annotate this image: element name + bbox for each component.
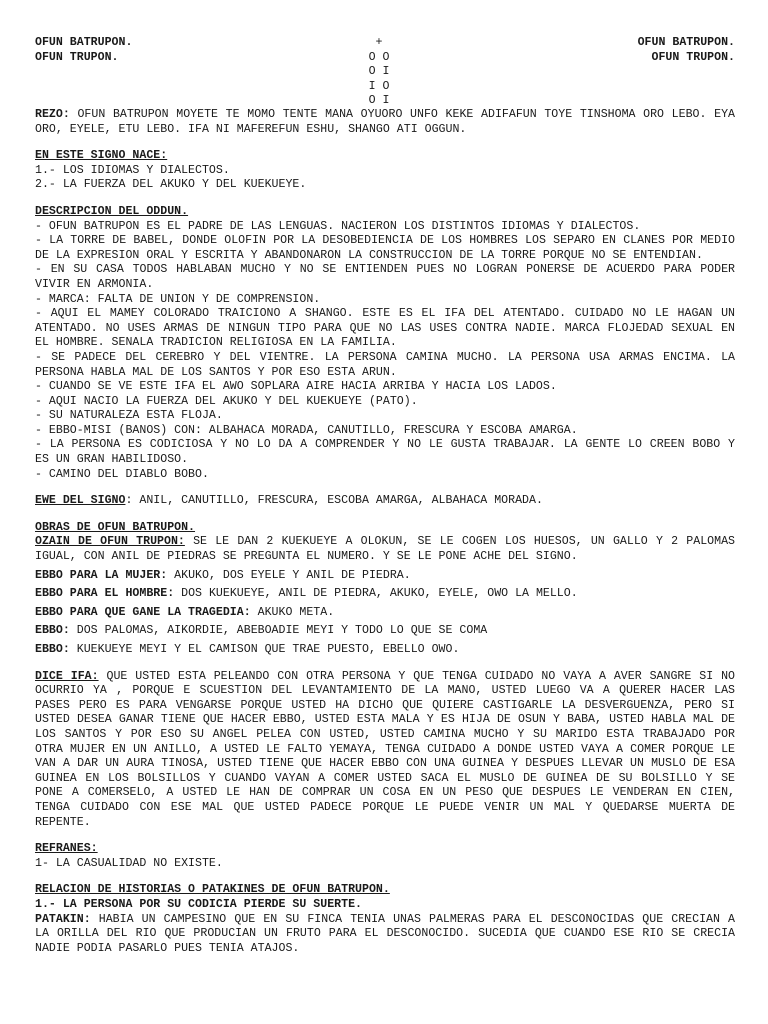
descripcion-item: - CUANDO SE VE ESTE IFA EL AWO SOPLARA AIRE HACIA ARRIBA Y HACIA LOS LADOS.: [35, 380, 557, 394]
ebbo-label: EBBO PARA LA MUJER:: [35, 568, 168, 582]
rezo-label: REZO:: [35, 108, 70, 121]
ebbo-paragraph: [35, 569, 735, 584]
ewe-paragraph: [35, 494, 735, 509]
ebbo-paragraph: [35, 587, 735, 602]
descripcion-item: - SE PADECE DEL CEREBRO Y DEL VIENTRE. LA PERSONA CAMINA MUCHO. LA PERSONA USA ARMAS ENCIMA. LA PERSONA HABLA MAL DE LOS SANTOS Y POR ESO ESTA ARUN.: [35, 350, 735, 379]
signo-header: [35, 36, 735, 108]
patakin-label: PATAKIN:: [35, 912, 91, 926]
ewe-label: EWE DEL SIGNO: [35, 494, 126, 508]
dice-ifa-paragraph: [35, 670, 735, 831]
nace-heading: EN ESTE SIGNO NACE:: [35, 149, 168, 163]
ebbo-paragraph: [35, 624, 735, 639]
obras-heading: OBRAS DE OFUN BATRUPON.: [35, 520, 196, 534]
descripcion-item: - MARCA: FALTA DE UNION Y DE COMPRENSION.: [35, 292, 321, 306]
descripcion-heading: DESCRIPCION DEL ODDUN.: [35, 204, 189, 218]
document-page: [35, 36, 735, 956]
descripcion-item: - AQUI EL MAMEY COLORADO TRAICIONO A SHANGO. ESTE ES EL IFA DEL ATENTADO. CUIDADO NO LE HAGAN UN ATENTADO. NO USES ARMAS DE NINGUN TIPO PARA QUE NO LAS USES CONTRA NADIE. MARCA FLOJEDAD SEXUAL EN EL HOMBRE. SENALA TRADICION RELIGIOSA EN LA FAMILIA.: [35, 307, 735, 350]
ozain-text: SE LE DAN 2 KUEKUEYE A OLOKUN, SE LE COGEN LOS HUESOS, UN GALLO Y 2 PALOMAS IGUAL, CON ANIL DE PIEDRAS SE PREGUNTA EL NUMERO. Y SE LE PONE ACHE DEL SIGNO.: [35, 535, 735, 564]
descripcion-item: - AQUI NACIO LA FUERZA DEL AKUKO Y DEL KUEKUEYE (PATO).: [35, 394, 418, 408]
ebbo-label: EBBO PARA QUE GANE LA TRAGEDIA:: [35, 605, 251, 619]
descripcion-item: - LA PERSONA ES CODICIOSA Y NO LO DA A COMPRENDER Y NO LE GUSTA TRABAJAR. LA GENTE LO CREEN BOBO Y ES UN GRAN HABILIDOSO.: [35, 438, 735, 467]
descripcion-item: - LA TORRE DE BABEL, DONDE OLOFIN POR LA DESOBEDIENCIA DE LOS HOMBRES LOS SEPARO EN CLANES POR MEDIO DE LA EXPRESION ORAL Y ESCRITA Y ABANDONARON LA CONSTRUCCION DE LA TORRE PORQUE NO SE ENTENDIAN.: [35, 234, 735, 262]
refran-item: 1- LA CASUALIDAD NO EXISTE.: [35, 856, 223, 870]
patakin-paragraph: [35, 913, 735, 957]
rezo-text: OFUN BATRUPON MOYETE TE MOMO TENTE MANA OYUORO UNFO KEKE ADIFAFUN TOYE TINSHOMA ORO LEBO. EYA ORO, EYELE, ETU LEBO. IFA NI MAFEREFUN ESHU, SHANGO ATI OGGUN.: [35, 108, 735, 136]
odu-mark: +: [375, 36, 383, 49]
ebbo-text: AKUKO META.: [250, 605, 335, 619]
odu-mark: O I: [368, 65, 390, 79]
ebbo-text: KUEKUEYE MEYI Y EL CAMISON QUE TRAE PUESTO, EBELLO OWO.: [69, 643, 460, 656]
patakin-title: 1.- LA PERSONA POR SU CODICIA PIERDE SU SUERTE.: [35, 897, 362, 911]
ozain-paragraph: [35, 535, 735, 564]
nace-item: 1.- LOS IDIOMAS Y DIALECTOS.: [35, 163, 230, 177]
header-right: [638, 36, 735, 65]
descripcion-item: - SU NATURALEZA ESTA FLOJA.: [35, 409, 223, 423]
dice-ifa-text: QUE USTED ESTA PELEANDO CON OTRA PERSONA Y QUE TENGA CUIDADO NO VAYA A AVER SANGRE SI NO OCURRIO YA , PORQUE E SCUESTION DEL LEVANTAMIENTO DE LA MANO, USTED LUEGO VA A QUERER HACER LAS PASES PERO ES PARA VENGARSE PORQUE USTED HA DICHO QUE QUIERE CASTIGARLE LA DESVERGUENZA, PERO SI USTED DESEA GANAR TIENE QUE HACER EBBO, USTED ESTA MALA Y ES HIJA DE OSUN Y BABA, USTED HABLA MAL DE LOS SANTOS Y POR ESO SU ANGEL PELEA CON USTED, USTED CAMINA MUCHO Y SU MARIDO ESTA TRABAJADO POR OTRA MUJER EN UN ANILLO, A USTED LE FALTO YEMAYA, TENGA CUIDADO A DONDE USTED VAYA A COMER PORQUE LE VAN A DAR UN AURA TINOSA, USTED TIENE QUE HACER EBBO CON UNA GUINEA Y DESPUES LLEVAR UN MUSLO DE ESA GUINEA EN LOS BOLSILLOS Y CUANDO VAYAN A COMER USTED SACA EL MUSLO DE GUINEA DE SU BOLSILLO Y SE PONE A COMERSELO, A USTED LE HAN DE COMPRAR UN COSA EN UN PESO QUE DESPUES LE VENDERAN EN CIEN, TENGA CUIDADO CON ESE MAL QUE USTED PADECE PORQUE LE PUEDE VENIR UN MAL Y QUEDARSE MUERTA DE REPENTE.: [35, 669, 735, 829]
ebbo-label: EBBO PARA EL HOMBRE:: [35, 587, 175, 601]
ebbo-paragraph: [35, 606, 735, 621]
rezo-paragraph: [35, 108, 735, 137]
ebbo-label: EBBO:: [35, 624, 70, 638]
odu-sign-marks: [363, 36, 395, 109]
ewe-text: : ANIL, CANUTILLO, FRESCURA, ESCOBA AMARGA, ALBAHACA MORADA.: [125, 494, 543, 508]
odu-mark: O O: [368, 50, 390, 64]
ebbo-label: EBBO:: [35, 643, 70, 656]
patakin-text: HABIA UN CAMPESINO QUE EN SU FINCA TENIA UNAS PALMERAS PARA EL DESCONOCIDAS QUE CRECIAN A LA ORILLA DEL RIO QUE PRODUCIAN UN FRUTO PARA EL DESCONOCIDO. SUCEDIA QUE CUANDO ESE RIO SE CRECIA NADIE PODIA PASARLO PUES TENIA ATAJOS.: [35, 912, 735, 955]
patakines-heading: RELACION DE HISTORIAS O PATAKINES DE OFUN BATRUPON.: [35, 883, 390, 897]
header-right-line: OFUN BATRUPON.: [637, 36, 735, 49]
descripcion-item: - OFUN BATRUPON ES EL PADRE DE LAS LENGUAS. NACIERON LOS DISTINTOS IDIOMAS Y DIALECTOS.: [35, 219, 641, 233]
descripcion-item: - EN SU CASA TODOS HABLABAN MUCHO Y NO SE ENTIENDEN PUES NO LOGRAN PONERSE DE ACUERDO PARA PODER VIVIR EN ARMONIA.: [35, 263, 735, 291]
odu-mark: O I: [368, 94, 390, 108]
ebbo-text: AKUKO, DOS EYELE Y ANIL DE PIEDRA.: [167, 568, 411, 582]
ebbo-text: DOS PALOMAS, AIKORDIE, ABEBOADIE MEYI Y TODO LO QUE SE COMA: [69, 624, 488, 638]
header-left-line: OFUN TRUPON.: [35, 50, 119, 64]
header-right-line: OFUN TRUPON.: [651, 50, 735, 64]
refranes-heading: REFRANES:: [35, 842, 98, 856]
descripcion-item: - EBBO-MISI (BANOS) CON: ALBAHACA MORADA, CANUTILLO, FRESCURA Y ESCOBA AMARGA.: [35, 423, 578, 437]
ebbo-paragraph: [35, 643, 735, 658]
descripcion-item: - CAMINO DEL DIABLO BOBO.: [35, 467, 209, 481]
ozain-label: OZAIN DE OFUN TRUPON:: [35, 535, 185, 549]
odu-mark: I O: [368, 79, 390, 93]
dice-ifa-label: DICE IFA:: [35, 669, 99, 683]
header-left: [35, 36, 132, 65]
header-left-line: OFUN BATRUPON.: [35, 36, 133, 49]
ebbo-text: DOS KUEKUEYE, ANIL DE PIEDRA, AKUKO, EYELE, OWO LA MELLO.: [174, 587, 578, 601]
nace-item: 2.- LA FUERZA DEL AKUKO Y DEL KUEKUEYE.: [35, 178, 307, 192]
